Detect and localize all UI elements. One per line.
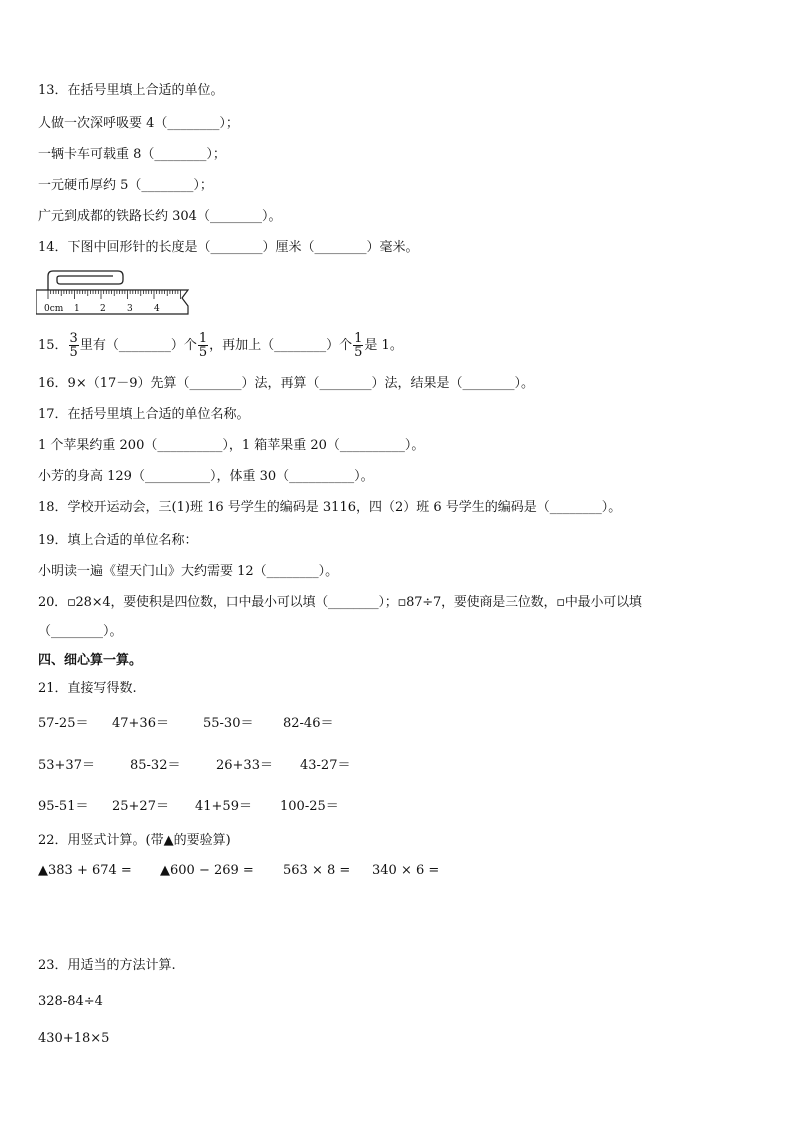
- fraction-1-5: [353, 332, 363, 359]
- q23-item-2: 430+18×5: [38, 1031, 110, 1046]
- q17-line-1: 1 个苹果约重 200（__________），1 箱苹果重 20（__________）。: [38, 438, 425, 453]
- q13-line-2: 一辆卡车可载重 8（________）；: [38, 147, 226, 162]
- q13-title: 13．在括号里填上合适的单位。: [38, 83, 224, 98]
- q15-mid-1: 里有（________）个: [79, 338, 197, 353]
- fraction-denominator: 5: [69, 345, 78, 360]
- q21-item: 57-25＝: [38, 716, 89, 731]
- q21-item: 100-25＝: [280, 799, 339, 814]
- q16-text: 16．9×（17－9）先算（________）法，再算（________）法，结果是（________）。: [38, 376, 535, 391]
- fraction-denominator: 5: [354, 345, 363, 360]
- q18-text: 18．学校开运动会，三(1)班 16 号学生的编码是 3116，四（2）班 6 号学生的编码是（________）。: [38, 500, 622, 515]
- q23-item-1: 328-84÷4: [38, 994, 103, 1009]
- ruler-label-4: 4: [154, 304, 160, 314]
- q23-title: 23．用适当的方法计算.: [38, 958, 176, 973]
- q15-prefix: 15．: [38, 338, 68, 353]
- q21-item: 82-46＝: [283, 716, 334, 731]
- section-4-title: 四、细心算一算。: [38, 653, 143, 668]
- paperclip-icon: [48, 271, 123, 290]
- q14-text: 14．下图中回形针的长度是（________）厘米（________）毫米。: [38, 240, 419, 255]
- q22-title: 22．用竖式计算。(带▲的要验算): [38, 833, 231, 848]
- fraction-denominator: 5: [198, 345, 208, 360]
- q13-line-1: 人做一次深呼吸要 4（________）；: [38, 116, 239, 131]
- ruler-label-1: 1: [74, 304, 80, 314]
- q21-item: 47+36＝: [112, 716, 169, 731]
- q15-suffix: 是 1。: [364, 338, 403, 353]
- q21-item: 26+33＝: [216, 758, 273, 773]
- q22-item: ▲383 + 674 =: [38, 863, 132, 878]
- q13-line-3: 一元硬币厚约 5（________）；: [38, 178, 213, 193]
- fraction-numerator: 3: [69, 331, 78, 346]
- q21-title: 21．直接写得数.: [38, 681, 137, 696]
- q15-mid-2: ，再加上（________）个: [209, 338, 353, 353]
- q22-item: ▲600 − 269 =: [160, 863, 254, 878]
- q22-item: 340 × 6 =: [372, 863, 440, 878]
- q13-line-4: 广元到成都的铁路长约 304（________）。: [38, 209, 282, 224]
- q21-item: 41+59＝: [195, 799, 252, 814]
- q19-title: 19．填上合适的单位名称：: [38, 533, 198, 548]
- q21-item: 53+37＝: [38, 758, 95, 773]
- q19-line: 小明读一遍《望天门山》大约需要 12（________）。: [38, 564, 339, 579]
- q17-line-2: 小芳的身高 129（__________），体重 30（__________）。: [38, 469, 374, 484]
- q21-item: 43-27＝: [300, 758, 351, 773]
- fraction-numerator: 1: [354, 331, 363, 346]
- fraction-numerator: 1: [198, 331, 208, 346]
- q22-item: 563 × 8 =: [283, 863, 351, 878]
- q21-item: 55-30＝: [203, 716, 254, 731]
- fraction-1-5: [198, 332, 208, 359]
- q17-title: 17．在括号里填上合适的单位名称。: [38, 407, 250, 422]
- ruler-label-2: 2: [100, 304, 106, 314]
- q20-line-2: （________）。: [38, 624, 123, 639]
- q20-line-1: 20．▫28×4，要使积是四位数，口中最小可以填（________）；▫87÷7，要使商是三位数，▫中最小可以填: [38, 595, 642, 610]
- q21-item: 85-32＝: [130, 758, 181, 773]
- ruler-paperclip-figure: [36, 268, 194, 318]
- fraction-3-5: [69, 332, 79, 359]
- q21-item: 25+27＝: [112, 799, 169, 814]
- q15-line: [38, 328, 403, 364]
- ruler-label-3: 3: [127, 304, 133, 314]
- q21-item: 95-51＝: [38, 799, 89, 814]
- ruler-label-0: 0cm: [44, 304, 64, 314]
